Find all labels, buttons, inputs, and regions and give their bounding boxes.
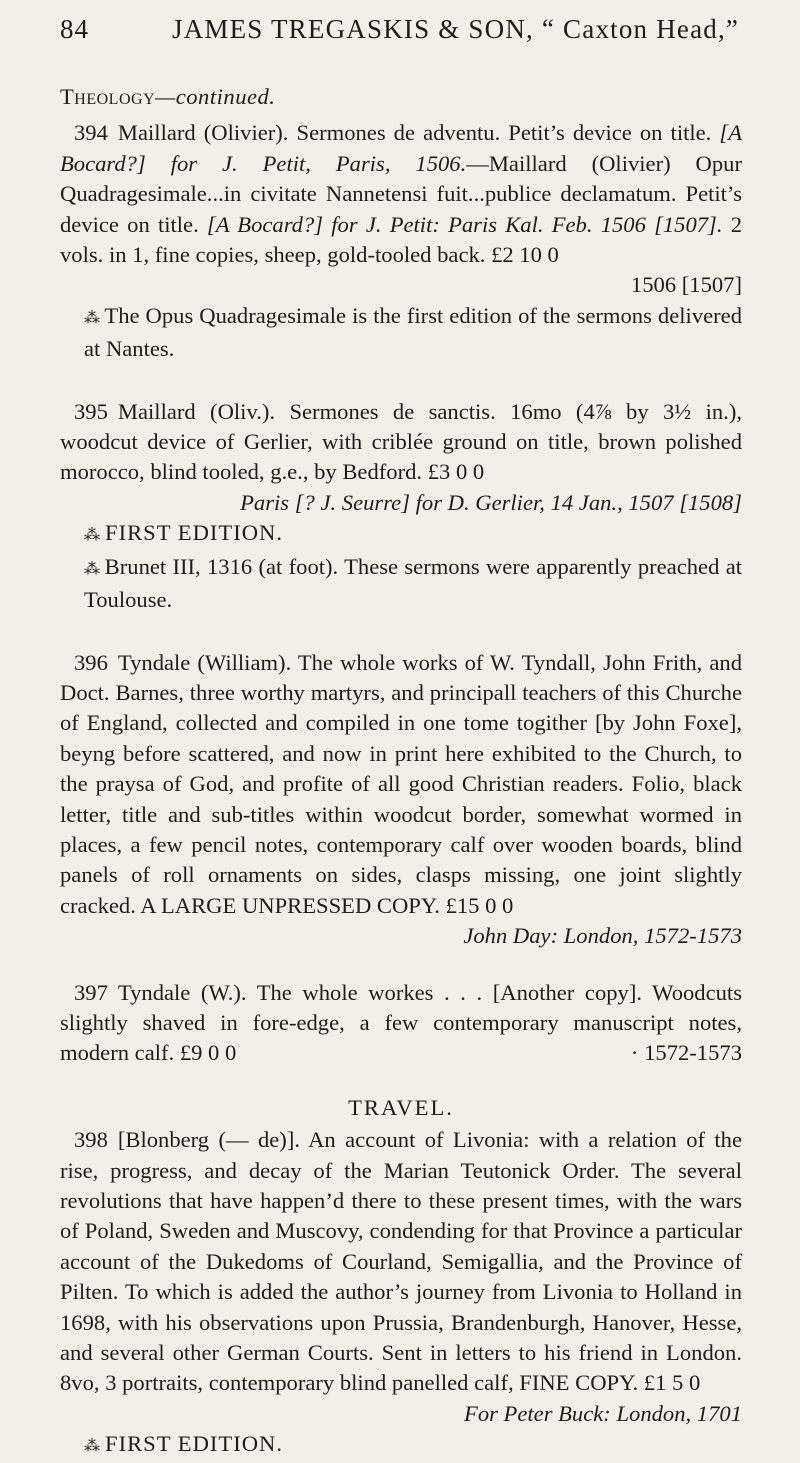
- page-number: 84: [60, 14, 89, 44]
- lot-number: 398: [74, 1127, 108, 1153]
- entry-imprint-inline: · 1572-1573: [630, 1040, 742, 1066]
- catalogue-entry-395: [60, 397, 742, 488]
- lot-number: 396: [74, 649, 108, 675]
- entry-imprint: John Day: London, 1572-1573: [463, 923, 742, 949]
- section-label: Theology: [60, 84, 156, 109]
- entry-text: Tyndale (William). The whole works of W. Tyndall, John Frith, and Doct. Barnes, three worthy martyrs, and principall teachers of this Churche of England, collected and compiled in one tome togither [by John Foxe], beyng before scattered, and now in print here exhibited to the Church, to the praysa of God, and profite of all good Christian readers. Folio, black letter, title and sub-titles within woodcut border, somewhat wormed in places, a few pencil notes, contemporary calf over wooden boards, blind panels of roll ornaments on sides, clasps missing, one joint slightly cracked. A LARGE UNPRESSED COPY. £15 0 0: [60, 649, 742, 918]
- asterism-icon: ⁂: [84, 527, 101, 545]
- entry-note: ⁂ The Opus Quadragesimale is the first edition of the sermons delivered at Nantes.: [84, 302, 742, 362]
- section-heading-travel: TRAVEL.: [348, 1094, 454, 1120]
- running-head-title: JAMES TREGASKIS & SON, “ Caxton Head,”: [172, 14, 740, 44]
- entry-imprint-inline: [A Bocard?] for J. Petit, Paris, 1506.: [60, 120, 742, 176]
- asterism-icon: ⁂: [84, 1438, 101, 1456]
- entry-imprint: Paris [? J. Seurre] for D. Gerlier, 14 Jan., 1507 [1508]: [240, 489, 742, 515]
- entry-text: —Maillard (Olivier) Opur Quadragesimale...in civitate Nannetensi fuit...publice declamatum. Petit’s device on title.: [60, 150, 742, 237]
- section-heading-theology: [60, 82, 742, 112]
- catalogue-entry-398: [60, 1125, 742, 1399]
- lot-number: 397: [74, 979, 108, 1005]
- entry-text: Maillard (Olivier). Sermones de adventu. Petit’s device on title.: [117, 120, 720, 146]
- catalogue-entry-394: [60, 118, 742, 270]
- lot-number: 395: [74, 398, 108, 424]
- running-head: [60, 14, 742, 54]
- section-continued: —continued.: [155, 84, 276, 109]
- entry-note: ⁂ Brunet III, 1316 (at foot). These sermons were apparently preached at Toulouse.: [84, 553, 742, 613]
- entry-text: 2 vols. in 1, fine copies, sheep, gold-tooled back. £2 10 0: [60, 211, 742, 268]
- catalogue-entry-397: [60, 978, 742, 1069]
- entry-imprint: For Peter Buck: London, 1701: [464, 1400, 742, 1426]
- asterism-icon: ⁂: [84, 309, 101, 327]
- entry-text: Maillard (Oliv.). Sermones de sanctis. 16mo (4⅞ by 3½ in.), woodcut device of Gerlier, with criblée ground on title, brown polished morocco, blind tooled, g.e., by Bedford. £3 0 0: [60, 398, 742, 485]
- catalogue-entry-396: [60, 648, 742, 922]
- entry-text: Tyndale (W.). The whole workes . . . [Another copy]. Woodcuts slightly shaved in fore-edge, a few contemporary manuscript notes, modern calf. £9 0 0: [60, 979, 742, 1066]
- entry-imprint-inline: [A Bocard?] for J. Petit: Paris Kal. Feb. 1506 [1507].: [206, 211, 723, 237]
- entry-imprint: 1506 [1507]: [630, 272, 742, 298]
- entry-caps-note: ⁂ FIRST EDITION.: [84, 1431, 284, 1457]
- entry-caps-note: ⁂ FIRST EDITION.: [84, 520, 284, 546]
- lot-number: 394: [74, 120, 108, 146]
- page-content: [60, 82, 742, 1463]
- asterism-icon: ⁂: [84, 560, 101, 578]
- entry-text: [Blonberg (— de)]. An account of Livonia: with a relation of the rise, progress, and decay of the Marian Teutonick Order. The several revolutions that have happen’d there to these present times, with the wars of Poland, Sweden and Muscovy, condending for that Province a particular account of the Dukedoms of Courland, Semigallia, and the Province of Pilten. To which is added the author’s journey from Livonia to Holland in 1698, with his observations upon Prussia, Brandenburgh, Hanover, Hesse, and several other German Courts. Sent in letters to his friend in London. 8vo, 3 portraits, contemporary blind panelled calf, FINE COPY. £1 5 0: [60, 1127, 742, 1396]
